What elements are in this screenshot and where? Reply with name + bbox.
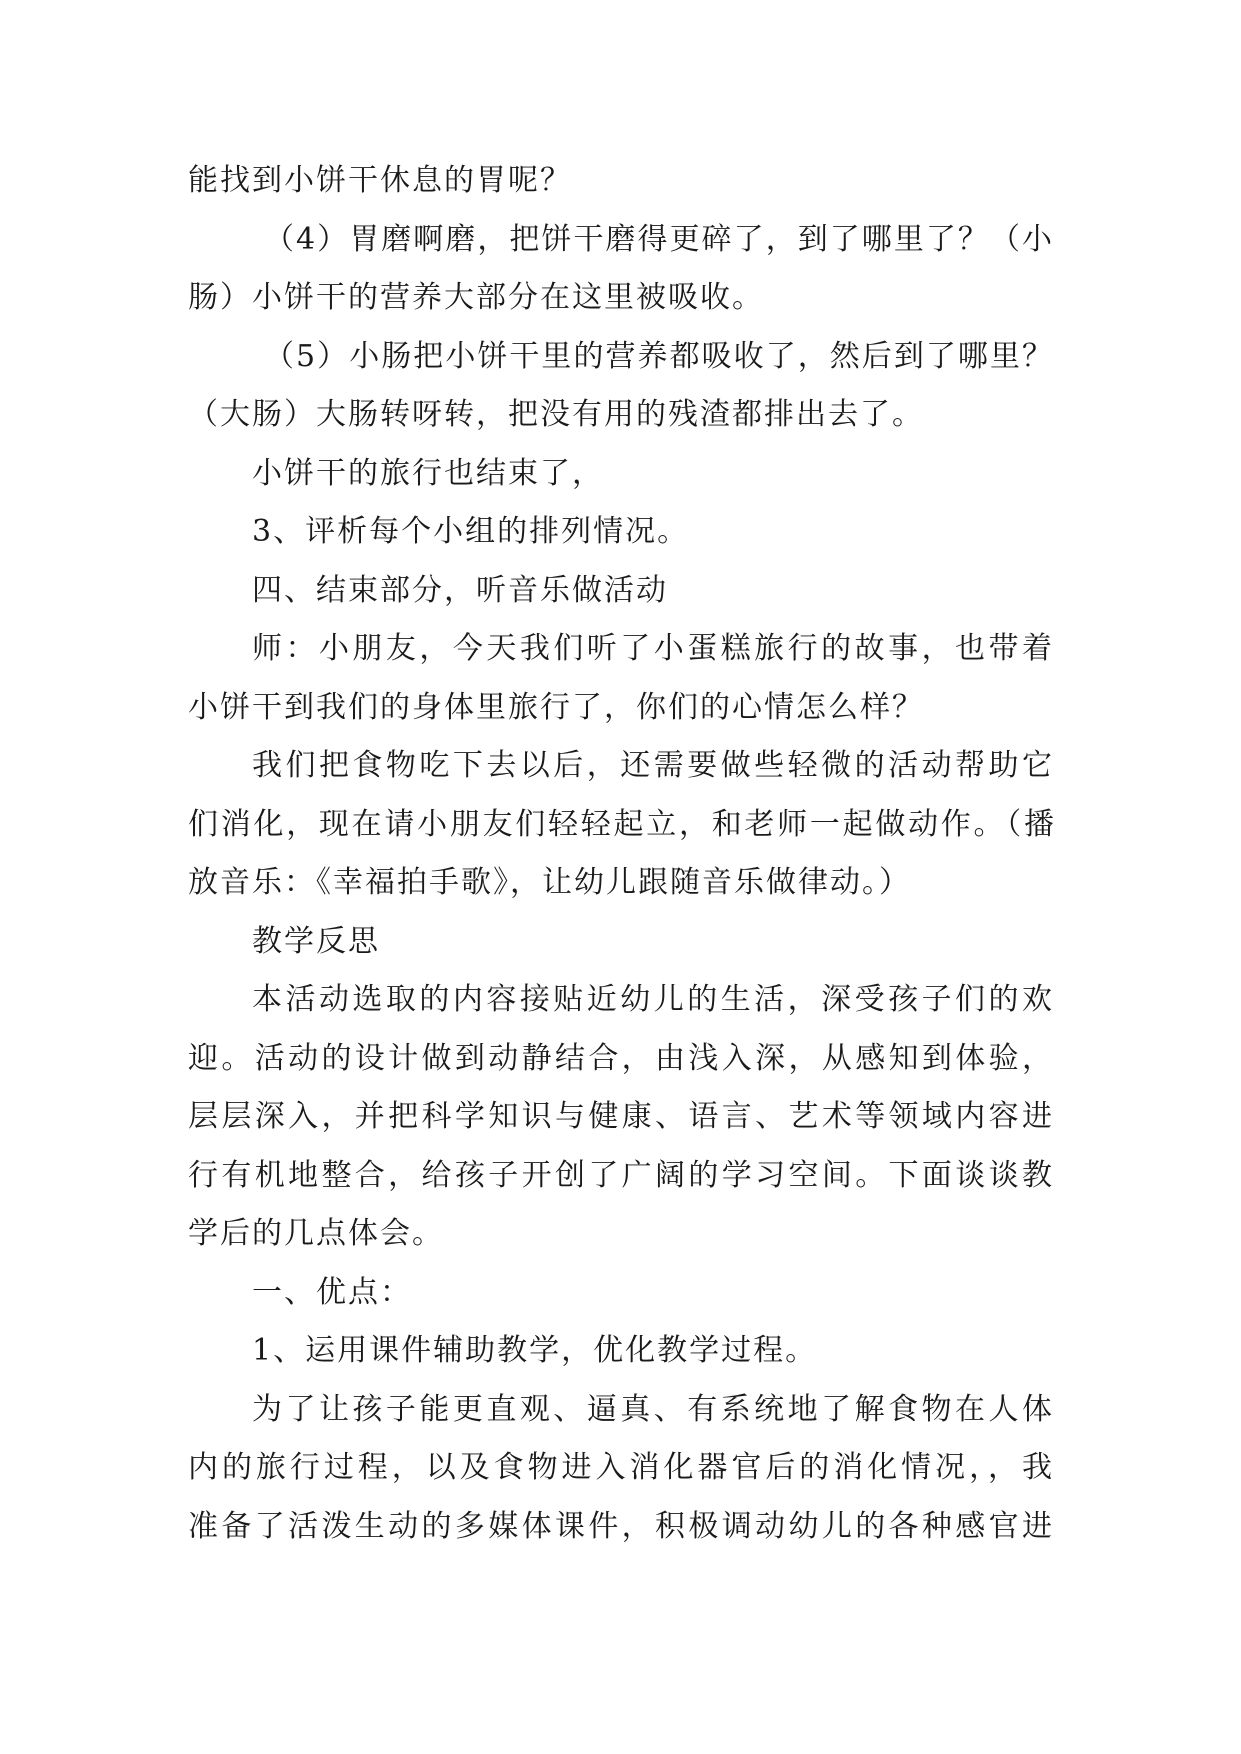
text-line: （大肠）大肠转呀转，把没有用的残渣都排出去了。 [188,397,924,432]
section-heading: 一、优点： [252,1274,412,1310]
document-body [188,152,1054,1556]
text-line: 层层深入，并把科学知识与健康、语言、艺术等领域内容进 [188,1099,1054,1134]
text-line: 准备了活泼生动的多媒体课件，积极调动幼儿的各种感官进 [188,1508,1054,1544]
text-line: 1、运用课件辅助教学，优化教学过程。 [252,1333,818,1368]
text-line: 们消化，现在请小朋友们轻轻起立，和老师一起做动作。（播 [188,806,1054,842]
text-line: 师：小朋友，今天我们听了小蛋糕旅行的故事，也带着 [252,631,1054,666]
text-line: 小饼干的旅行也结束了， [252,455,604,491]
text-line: 行有机地整合，给孩子开创了广阔的学习空间。下面谈谈教 [188,1157,1054,1193]
text-line: 我们把食物吃下去以后，还需要做些轻微的活动帮助它 [252,748,1054,783]
text-line: 3、评析每个小组的排列情况。 [252,514,690,549]
text-line: 小饼干到我们的身体里旅行了，你们的心情怎么样？ [188,689,924,725]
text-line: 学后的几点体会。 [188,1216,444,1251]
section-heading: 教学反思 [252,923,380,959]
text-line: 放音乐：《幸福拍手歌》，让幼儿跟随音乐做律动。） [188,865,911,900]
text-line: 肠）小饼干的营养大部分在这里被吸收。 [188,280,764,315]
text-line: 为了让孩子能更直观、逼真、有系统地了解食物在人体 [252,1391,1054,1427]
text-line: 内的旅行过程，以及食物进入消化器官后的消化情况，，我 [188,1450,1054,1485]
text-line: 本活动选取的内容接贴近幼儿的生活，深受孩子们的欢 [252,982,1054,1017]
text-line: 能找到小饼干休息的胃呢？ [188,163,572,198]
text-line: （5）小肠把小饼干里的营养都吸收了，然后到了哪里？ [264,338,1054,374]
text-line: （4）胃磨啊磨，把饼干磨得更碎了，到了哪里了？（小 [264,221,1054,257]
text-line: 迎。活动的设计做到动静结合，由浅入深，从感知到体验， [188,1040,1054,1076]
section-heading: 四、结束部分，听音乐做活动 [252,572,668,608]
